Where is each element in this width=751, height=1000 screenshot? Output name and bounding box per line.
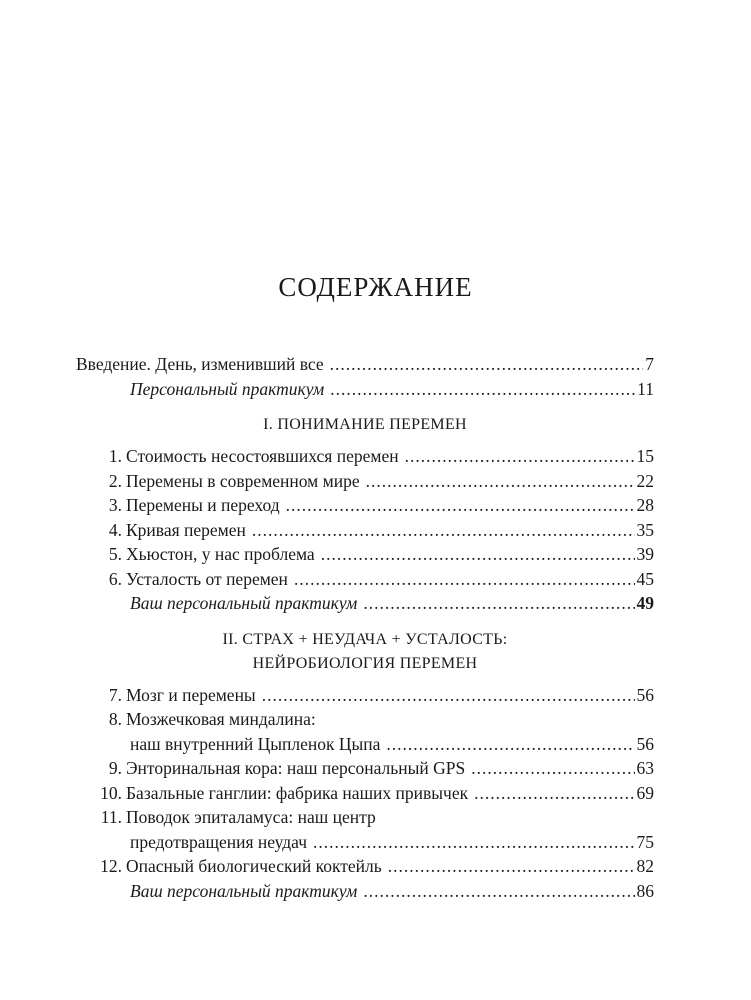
chapter-number: 7. — [108, 684, 122, 705]
section-heading-line: I. ПОНИМАНИЕ ПЕРЕМЕН — [263, 416, 467, 433]
toc-entry-title: Введение. День, изменивший все — [76, 354, 324, 374]
section-heading — [76, 413, 654, 437]
chapter-number: 8. — [108, 709, 122, 729]
dot-leader — [366, 469, 635, 494]
toc-chapter — [76, 683, 654, 708]
chapter-number: 12. — [100, 856, 122, 876]
dot-leader — [405, 444, 635, 469]
chapter-title: Кривая перемен — [126, 519, 246, 540]
table-of-contents — [76, 352, 654, 903]
section-heading-line: II. СТРАХ + НЕУДАЧА + УСТАЛОСТЬ: — [222, 630, 508, 648]
toc-chapter — [76, 756, 654, 781]
toc-page-number: 35 — [636, 519, 654, 540]
chapter-title: Усталость от перемен — [126, 568, 288, 589]
dot-leader — [388, 854, 635, 879]
chapter-title-continuation: предотвращения неудач — [130, 831, 308, 852]
chapter-title: Базальные ганглии: фабрика наших привычек — [126, 782, 469, 803]
dot-leader — [252, 518, 635, 543]
toc-page-number: 7 — [645, 354, 654, 374]
chapter-title: Опасный биологический коктейль — [126, 856, 382, 876]
toc-page-number: 45 — [636, 568, 654, 589]
toc-page-number: 69 — [636, 782, 654, 803]
chapter-title: Хьюстон, у нас проблема — [126, 544, 315, 564]
toc-entry-title: Персональный практикум — [130, 378, 325, 399]
chapter-title: Перемены в современном мире — [126, 470, 360, 491]
toc-chapter — [76, 854, 654, 879]
chapter-number: 5. — [108, 544, 122, 564]
toc-chapter — [76, 567, 654, 592]
dot-leader — [386, 732, 634, 757]
toc-page-number: 11 — [637, 378, 654, 399]
practicum-title: Ваш персональный практикум — [130, 880, 358, 901]
dot-leader — [262, 683, 635, 708]
toc-page-number: 56 — [636, 733, 654, 754]
toc-chapter — [76, 469, 654, 494]
chapter-number: 11. — [100, 807, 122, 827]
dot-leader — [330, 377, 635, 402]
dot-leader — [363, 879, 634, 904]
toc-chapter — [76, 493, 654, 518]
toc-page-number: 49 — [636, 593, 654, 613]
chapter-number: 4. — [108, 519, 122, 540]
toc-chapter — [76, 518, 654, 543]
chapter-number: 2. — [108, 470, 122, 491]
toc-section-practicum — [76, 591, 654, 616]
chapter-number: 6. — [108, 568, 122, 589]
toc-chapter — [76, 707, 654, 732]
dot-leader — [330, 352, 644, 377]
chapter-title: Энторинальная кора: наш персональный GPS — [126, 758, 466, 778]
page-title: СОДЕРЖАНИЕ — [278, 272, 473, 302]
toc-section-practicum — [76, 879, 654, 904]
dot-leader — [313, 830, 634, 855]
practicum-title: Ваш персональный практикум — [130, 593, 358, 613]
toc-page-number: 63 — [636, 758, 654, 778]
dot-leader — [286, 493, 635, 518]
toc-page-number: 56 — [636, 684, 654, 705]
dot-leader — [321, 542, 635, 567]
chapter-number: 10. — [100, 782, 122, 803]
dot-leader — [474, 781, 634, 806]
chapter-title: Мозжечковая миндалина: — [126, 709, 316, 729]
toc-entry-intro — [76, 352, 654, 377]
dot-leader — [294, 567, 635, 592]
dot-leader — [471, 756, 634, 781]
section-heading-line: НЕЙРОБИОЛОГИЯ ПЕРЕМЕН — [252, 654, 478, 672]
toc-chapter — [76, 781, 654, 806]
toc-page-number: 39 — [636, 544, 654, 564]
section-heading — [76, 628, 654, 676]
chapter-title: Поводок эпиталамуса: наш центр — [126, 807, 376, 827]
chapter-title: Перемены и переход — [126, 495, 280, 515]
chapter-title: Стоимость несостоявшихся перемен — [126, 446, 399, 466]
chapter-title-continuation: наш внутренний Цыпленок Цыпа — [130, 733, 381, 754]
toc-entry-intro-practicum — [76, 377, 654, 402]
toc-chapter-continuation — [76, 732, 654, 757]
chapter-title: Мозг и перемены — [126, 684, 256, 705]
toc-page-number: 86 — [636, 880, 654, 901]
toc-chapter — [76, 805, 654, 830]
chapter-number: 9. — [108, 758, 122, 778]
chapter-number: 1. — [108, 446, 122, 466]
toc-page-number: 22 — [636, 470, 654, 491]
toc-page-number: 28 — [636, 495, 654, 515]
toc-chapter — [76, 444, 654, 469]
toc-page-number: 82 — [636, 856, 654, 876]
toc-page-number: 15 — [636, 446, 654, 466]
chapter-number: 3. — [108, 495, 122, 515]
toc-page-number: 75 — [636, 831, 654, 852]
dot-leader — [363, 591, 634, 616]
toc-chapter-continuation — [76, 830, 654, 855]
toc-chapter — [76, 542, 654, 567]
